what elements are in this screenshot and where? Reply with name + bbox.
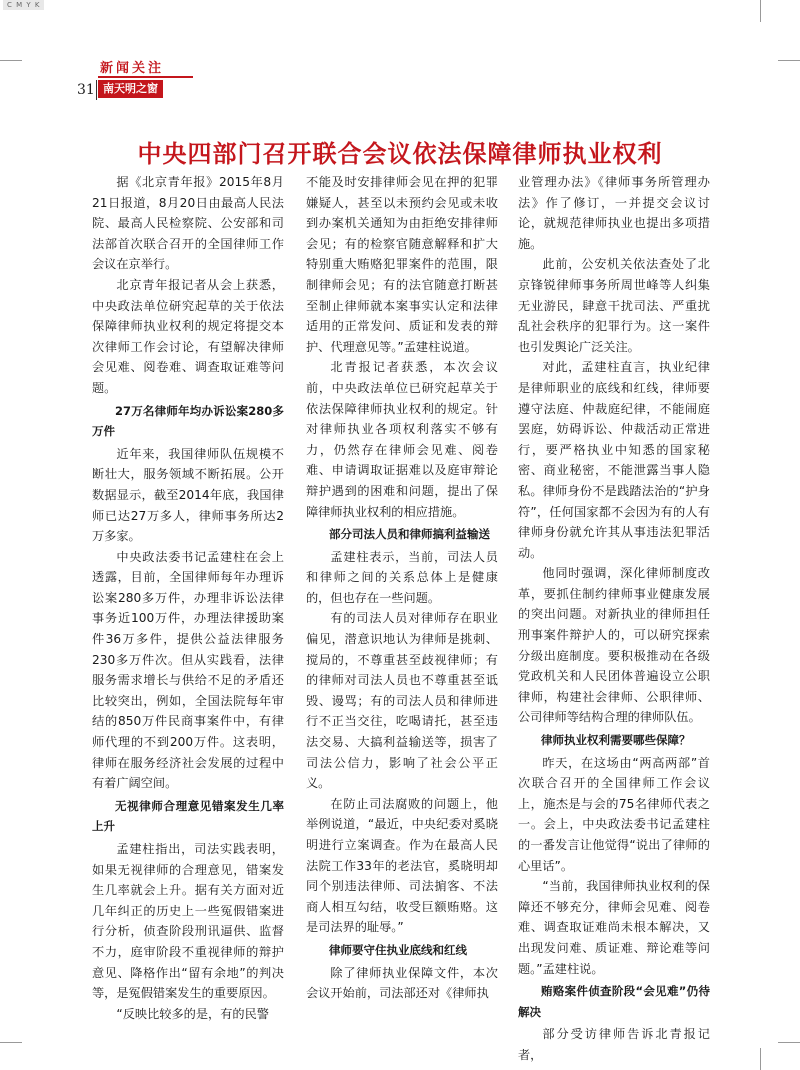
paragraph: 部分受访律师告诉北青报记者， xyxy=(518,1027,710,1062)
paragraph: “当前，我国律师执业权利的保障还不够充分，律师会见难、阅卷难、调查取证难尚未根本解决，又出现发问难、质证难、辩论难等问题。”孟建柱说。 xyxy=(518,879,710,976)
subheading: 律师执业权利需要哪些保障？ xyxy=(541,733,691,748)
article-column-1 xyxy=(92,172,284,1021)
paragraph: 业管理办法》《律师事务所管理办法》作了修订，一并提交会议讨论，就规范律师执业也提出多项措施。 xyxy=(518,175,710,251)
subheading: 贿赂案件侦查阶段“会见难”仍待解决 xyxy=(518,984,710,1019)
paragraph: 除了律师执业保障文件，本次会议开始前，司法部还对《律师执 xyxy=(306,965,498,1001)
paragraph: 有的司法人员对律师存在职业偏见，潜意识地认为律师是挑刺、搅局的，不尊重甚至歧视律师；有的律师对司法人员也不尊重甚至诋毁、谩骂；有的司法人员和律师进行不正当交往，吃喝请托，甚至违法交易、大搞利益输送等，损害了司法公信力，影响了社会公平正义。 xyxy=(306,611,498,791)
paragraph: 在防止司法腐败的问题上，他举例说道，“最近，中央纪委对奚晓明进行立案调查。作为在最高人民法院工作33年的老法官，奚晓明却同个别违法律师、司法掮客、不法商人相互勾结，收受巨额贿赂。这是司法界的耻辱。” xyxy=(306,796,498,935)
subheading: 27万名律师年均办诉讼案280多万件 xyxy=(92,403,284,439)
paragraph: 对此，孟建柱直言，执业纪律是律师职业的底线和红线，律师要遵守法庭、仲裁庭纪律，不能闹庭罢庭，妨碍诉讼、仲裁活动正常进行，要严格执业中知悉的国家秘密、商业秘密，不能泄露当事人隐私。律师身份不是践踏法治的“护身符”，任何国家都不会因为有的人有律师身份就允许其从事违法犯罪活动。 xyxy=(518,360,710,560)
paragraph: 中央政法委书记孟建柱在会上透露，目前，全国律师每年办理诉讼案280多万件，办理非诉讼法律事务近100万件，办理法律援助案件36万多件，提供公益法律服务230多万件次。但从实践看，法律服务需求增长与供给不足的矛盾还比较突出，例如，全国法院每年审结的850万件民商事案件中，有律师代理的不到200万件。这表明，律师在服务经济社会发展的过程中有着广阔空间。 xyxy=(92,549,284,791)
article-title: 中央四部门召开联合会议依法保障律师执业权利 xyxy=(137,140,663,168)
header-divider xyxy=(96,80,97,100)
paragraph: 此前，公安机关依法查处了北京锋锐律师事务所周世峰等人纠集无业游民，肆意干扰司法、严重扰乱社会秩序的犯罪行为。这一案件也引发舆论广泛关注。 xyxy=(518,257,710,354)
crop-mark xyxy=(778,1042,800,1043)
paragraph: 据《北京青年报》2015年8月21日报道，8月20日由最高人民法院、最高人民检察院、公安部和司法部首次联合召开的全国律师工作会议在京举行。 xyxy=(92,175,284,272)
page-number: 31 xyxy=(77,82,95,98)
paragraph: 孟建柱指出，司法实践表明，如果无视律师的合理意见，错案发生几率就会上升。据有关方面对近几年纠正的历史上一些冤假错案进行分析，侦查阶段刑讯逼供、监督不力，庭审阶段不重视律师的辩护意见、降格作出“留有余地”的判决等，是冤假错案发生的重要原因。 xyxy=(92,842,284,1001)
paragraph: 近年来，我国律师队伍规模不断壮大，服务领域不断拓展。公开数据显示，截至2014年底，我国律师已达27万多人，律师事务所达2万多家。 xyxy=(92,446,284,544)
paragraph: 昨天，在这场由“两高两部”首次联合召开的全国律师工作会议上，施杰是与会的75名律师代表之一。会上，中央政法委书记孟建柱的一番发言让他觉得“说出了律师的心里话”。 xyxy=(518,755,710,873)
crop-mark xyxy=(760,0,761,22)
crop-mark xyxy=(778,60,800,61)
article-column-2 xyxy=(306,172,498,1001)
subheading: 部分司法人员和律师搞利益输送 xyxy=(329,527,490,542)
section-title: 新闻关注 xyxy=(100,61,165,76)
article-column-3 xyxy=(518,172,710,1062)
crop-mark xyxy=(760,1048,761,1070)
subheading: 律师要守住执业底线和红线 xyxy=(329,942,467,957)
paragraph: 北青报记者获悉，本次会议前，中央政法单位已研究起草关于依法保障律师执业权利的规定。针对律师执业各项权利落实不够有力，仍然存在律师会见难、阅卷难、申请调取证据难以及庭审辩论辩护遇到的困难和问题，提出了保障律师执业权利的相应措施。 xyxy=(306,360,498,519)
crop-mark xyxy=(0,1042,22,1043)
crop-mark xyxy=(0,60,22,61)
paragraph: 北京青年报记者从会上获悉，中央政法单位研究起草的关于依法保障律师执业权利的规定将提交本次律师工作会讨论，有望解决律师会见难、阅卷难、调查取证难等问题。 xyxy=(92,277,284,395)
paragraph: 孟建柱表示，当前，司法人员和律师之间的关系总体上是健康的，但也存在一些问题。 xyxy=(306,549,498,605)
paragraph: “反映比较多的是，有的民警 xyxy=(116,1006,269,1021)
paragraph: 他同时强调，深化律师制度改革，要抓住制约律师事业健康发展的突出问题。对新执业的律师担任刑事案件辩护人的，可以研究探索分级出庭制度。要积极推动在各级党政机关和人民团体普遍设立公职律师，构建社会律师、公职律师、公司律师等结构合理的律师队伍。 xyxy=(518,566,710,725)
paragraph: 不能及时安排律师会见在押的犯罪嫌疑人，甚至以未预约会见或未收到办案机关通知为由拒绝安排律师会见；有的检察官随意解释和扩大特别重大贿赂犯罪案件的范围，限制律师会见；有的法官随意打断甚至制止律师就本案事实认定和法律适用的正常发问、质证和发表的辩护、代理意见等。”孟建柱说道。 xyxy=(306,175,498,354)
subheading: 无视律师合理意见错案发生几率上升 xyxy=(92,798,284,834)
print-color-bar: C M Y K xyxy=(3,0,44,10)
column-tag: 南天明之窗 xyxy=(98,80,163,98)
section-rule xyxy=(98,76,193,78)
